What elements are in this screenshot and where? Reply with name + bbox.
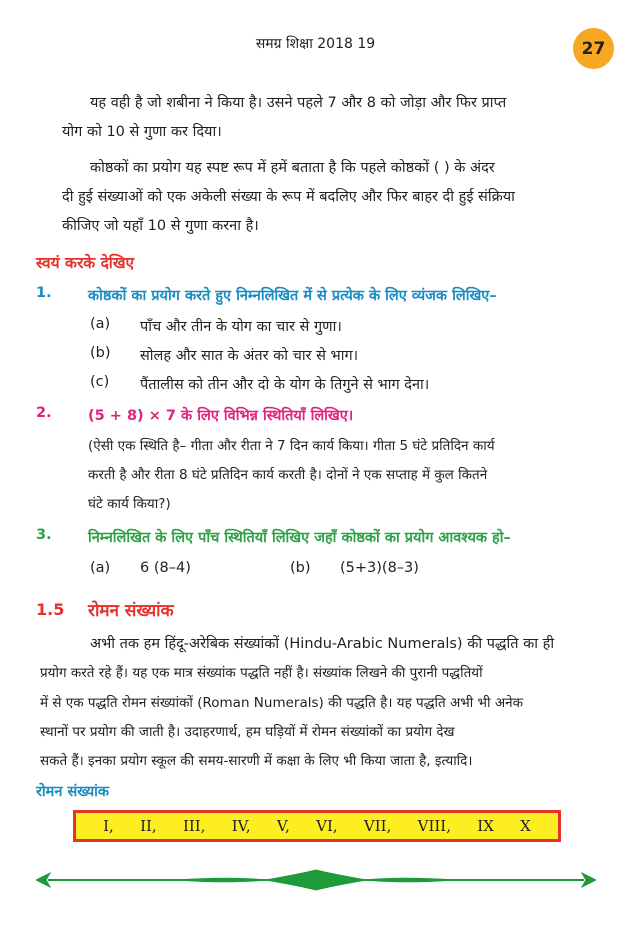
q2-example-line-1: (ऐसी एक स्थिति है– गीता और रीता ने 7 दिन कार्य किया। गीता 5 घंटे प्रतिदिन कार्य [88,438,495,454]
roman-numeral: VI, [316,817,338,835]
q2-example-line-3: घंटे कार्य किया?) [88,496,171,512]
roman-numeral: V, [276,817,290,835]
q3-item-a-text: 6 (8–4) [140,560,191,576]
para3-line-5: सकते हैं। इनका प्रयोग स्कूल की समय-सारणी में कक्षा के लिए भी किया जाता है, इत्यादि। [40,753,473,769]
q2-text: (5 + 8) × 7 के लिए विभिन्न स्थितियाँ लिखिए। [88,408,354,424]
q3-item-a-label: (a) [90,560,111,576]
q1-item-c-label: (c) [90,374,110,390]
para1-line-1: यह वही है जो शबीना ने किया है। उसने पहले 7 और 8 को जोड़ा और फिर प्राप्त [90,95,507,111]
try-yourself-heading: स्वयं करके देखिए [36,254,135,272]
q1-number: 1. [36,285,52,301]
q3-number: 3. [36,527,52,543]
para3-line-3: में से एक पद्धति रोमन संख्यांकों (Roman Numerals) की पद्धति है। यह पद्धति अभी भी अनेक [40,695,524,711]
roman-numeral: IV, [231,817,251,835]
q1-text: कोष्ठकों का प्रयोग करते हुए निम्नलिखित में से प्रत्येक के लिए व्यंजक लिखिए– [88,288,497,304]
roman-numeral: IX [477,817,494,835]
roman-heading: रोमन संख्यांक [36,784,110,800]
roman-numerals-box [73,810,561,842]
roman-numeral: VIII, [417,817,452,835]
para1-line-2: योग को 10 से गुणा कर दिया। [62,124,222,140]
para3-line-4: स्थानों पर प्रयोग की जाती है। उदाहरणार्थ, हम घड़ियों में रोमन संख्यांकों का प्रयोग देख [40,724,455,740]
roman-numeral: I, [103,817,114,835]
q1-item-c-text: पैंतालीस को तीन और दो के योग के तिगुने से भाग देना। [140,377,430,393]
section-title: रोमन संख्यांक [88,601,174,621]
q1-item-b-label: (b) [90,345,111,361]
q1-item-a-label: (a) [90,316,111,332]
q3-text: निम्नलिखित के लिए पाँच स्थितियाँ लिखिए जहाँ कोष्ठकों का प्रयोग आवश्यक हो– [88,530,511,546]
q1-item-a-text: पाँच और तीन के योग का चार से गुणा। [140,319,342,335]
running-header: समग्र शिक्षा 2018 19 [255,36,376,52]
q3-item-b-label: (b) [290,560,311,576]
para2-line-1: कोष्ठकों का प्रयोग यह स्पष्ट रूप में हमें बताता है कि पहले कोष्ठकों ( ) के अंदर [90,160,495,176]
q3-item-b-text: (5+3)(8–3) [340,560,419,576]
q2-example-line-2: करती है और रीता 8 घंटे प्रतिदिन कार्य करती है। दोनों ने एक सप्ताह में कुल कितने [88,467,488,483]
q1-item-b-text: सोलह और सात के अंतर को चार से भाग। [140,348,359,364]
para2-line-2: दी हुई संख्याओं को एक अकेली संख्या के रूप में बदलिए और फिर बाहर दी हुई संक्रिया [62,189,515,205]
roman-numeral: III, [182,817,206,835]
page-number-badge: 27 [573,28,614,69]
roman-numeral: VII, [363,817,392,835]
section-number: 1.5 [36,600,65,619]
decorative-divider [36,866,596,894]
para2-line-3: कीजिए जो यहाँ 10 से गुणा करना है। [62,218,259,234]
roman-numeral: X [520,817,531,835]
para3-line-1: अभी तक हम हिंदू-अरेबिक संख्यांकों (Hindu-Arabic Numerals) की पद्धति का ही [90,636,555,652]
q2-number: 2. [36,405,52,421]
para3-line-2: प्रयोग करते रहे हैं। यह एक मात्र संख्यांक पद्धति नहीं है। संख्यांक लिखने की पुरानी पद्धतियों [40,665,483,681]
roman-numeral: II, [140,817,157,835]
